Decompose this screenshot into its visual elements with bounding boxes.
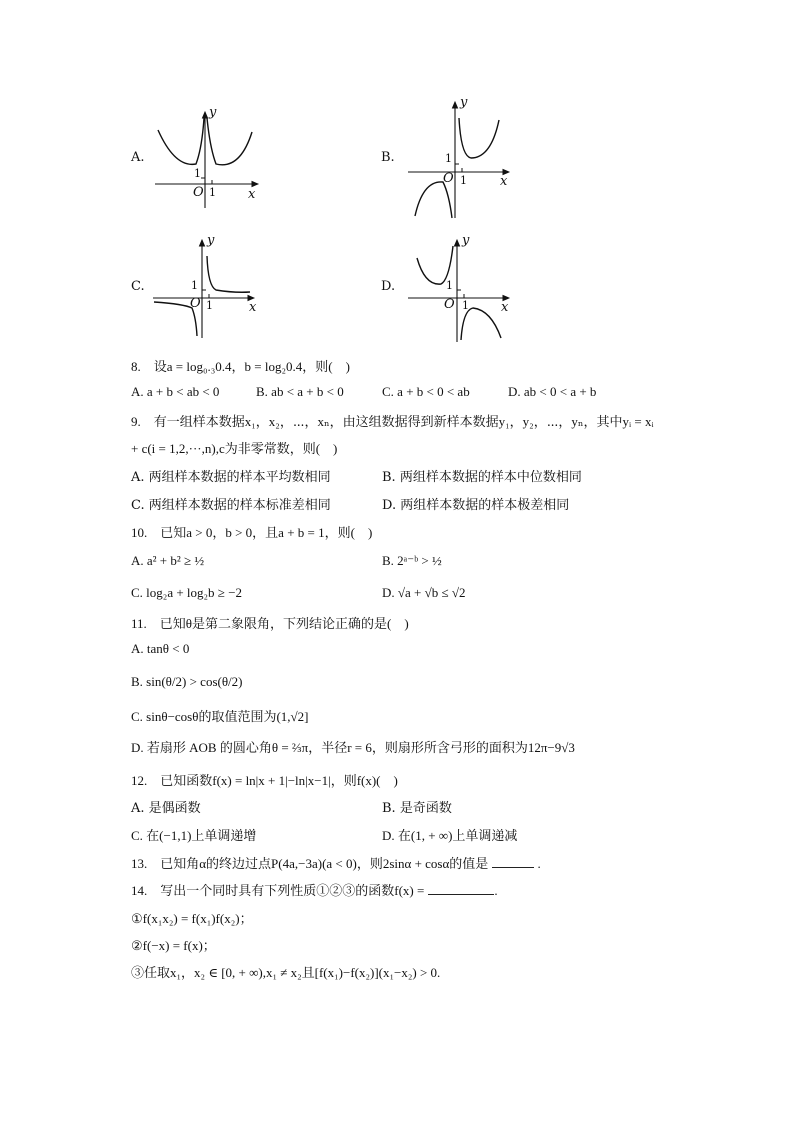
curve-left (158, 118, 204, 164)
graph-c-svg (150, 236, 270, 340)
x-label: x (500, 174, 508, 189)
origin-label: O (443, 171, 454, 186)
curve-right (459, 118, 499, 158)
q10-stem: 10. 已知a > 0，b > 0，且a + b = 1，则( ) (131, 525, 373, 540)
graph-b-label: B. (381, 150, 395, 165)
x-one-label: 1 (462, 299, 469, 312)
curve-right (207, 256, 250, 292)
x-label: x (249, 300, 257, 315)
graph-b-svg (405, 98, 525, 220)
y-one-label: 1 (194, 167, 201, 180)
y-one-label: 1 (191, 279, 198, 292)
q10-option-a: A. a² + b² ≥ ½ (131, 553, 205, 568)
graph-c (150, 233, 270, 340)
y-label: y (207, 233, 215, 248)
q13 (131, 853, 541, 872)
q10-option-d: D. √a + √b ≤ √2 (382, 585, 466, 600)
q9-option-b: B. 两组样本数据的样本中位数相同 (382, 470, 582, 485)
curve-right (207, 118, 252, 165)
q11-stem: 11. 已知θ是第二象限角，下列结论正确的是( ) (131, 616, 409, 631)
origin-label: O (190, 296, 201, 311)
q14-property-1: ①f(x₁x₂) = f(x₁)f(x₂)； (131, 911, 253, 926)
q12-option-c: C. 在(−1,1)上单调递增 (131, 828, 257, 843)
q8-option-a: A. a + b < ab < 0 (131, 384, 220, 399)
q10-option-b: B. 2ᵃ⁻ᵇ > ½ (382, 553, 442, 568)
graph-d-svg (405, 236, 525, 344)
graph-a-label: A. (131, 150, 145, 165)
graph-b (405, 95, 525, 220)
q12-option-a: A. 是偶函数 (131, 801, 201, 816)
x-label: x (248, 187, 256, 202)
y-one-label: 1 (445, 152, 452, 165)
graph-a (150, 105, 270, 208)
q14-end: . (494, 883, 498, 898)
y-label: y (462, 233, 470, 248)
q13-end: . (537, 856, 541, 871)
q12-option-d: D. 在(1, + ∞)上单调递减 (382, 828, 518, 843)
q14-property-3: ③任取x₁，x₂ ∈ [0, + ∞),x₁ ≠ x₂且[f(x₁)−f(x₂)](x₁−x₂) > 0. (131, 965, 441, 980)
x-one-label: 1 (460, 174, 467, 187)
curve-left (415, 182, 452, 218)
y-label: y (460, 95, 468, 110)
q8-option-d: D. ab < 0 < a + b (508, 384, 597, 399)
x-one-label: 1 (209, 186, 216, 199)
y-label: y (209, 105, 217, 120)
q11-option-c: C. sinθ−cosθ的取值范围为(1,√2] (131, 709, 309, 724)
q9-option-a: A. 两组样本数据的样本平均数相同 (131, 470, 331, 485)
q11-option-d: D. 若扇形 AOB 的圆心角θ = ⅔π，半径r = 6，则扇形所含弓形的面积为12π−9√3 (131, 740, 575, 755)
q12-option-b: B. 是奇函数 (382, 801, 452, 816)
q8-option-b: B. ab < a + b < 0 (256, 384, 344, 399)
q10-option-c: C. log₂a + log₂b ≥ −2 (131, 585, 243, 600)
q13-answer-blank[interactable] (492, 855, 534, 868)
q14 (131, 880, 498, 899)
q8-stem: 8. 设a = log₀.₃0.4，b = log₂0.4，则( ) (131, 359, 350, 374)
q14-property-2: ②f(−x) = f(x)； (131, 938, 216, 953)
x-one-label: 1 (206, 299, 213, 312)
q14-answer-blank[interactable] (428, 882, 494, 895)
q9-option-c: C. 两组样本数据的样本标准差相同 (131, 498, 331, 513)
curve-right (461, 308, 501, 340)
q14-stem: 14. 写出一个同时具有下列性质①②③的函数f(x) = (131, 883, 425, 898)
origin-label: O (193, 185, 204, 200)
graph-d (405, 233, 525, 344)
y-one-label: 1 (446, 279, 453, 292)
q9-option-d: D. 两组样本数据的样本极差相同 (382, 498, 570, 513)
q11-option-b: B. sin(θ/2) > cos(θ/2) (131, 674, 243, 689)
graph-c-label: C. (131, 279, 145, 294)
q8-option-c: C. a + b < 0 < ab (382, 384, 470, 399)
q9-stem-line2: + c(i = 1,2,···,n),c为非零常数，则( ) (131, 441, 338, 456)
q9-stem-line1: 9. 有一组样本数据x₁，x₂，⋯，xₙ，由这组数据得到新样本数据y₁，y₂，⋯，yₙ，其中yᵢ = xᵢ (131, 414, 654, 429)
graph-d-label: D. (381, 279, 396, 294)
origin-label: O (444, 297, 455, 312)
q12-stem: 12. 已知函数f(x) = ln|x + 1|−ln|x−1|，则f(x)( ) (131, 773, 398, 788)
q13-stem: 13. 已知角α的终边过点P(4a,−3a)(a < 0)，则2sinα + cosα的值是 (131, 856, 489, 871)
q11-option-a: A. tanθ < 0 (131, 641, 190, 656)
x-label: x (501, 300, 509, 315)
